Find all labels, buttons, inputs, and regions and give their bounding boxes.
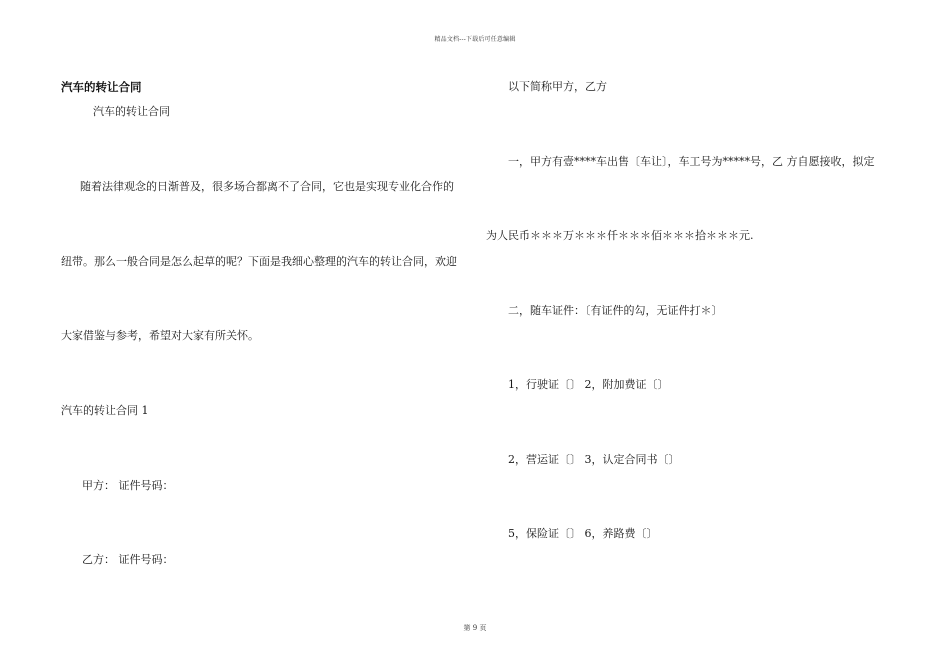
right-line-6: 2，营运证〔〕 3，认定合同书〔〕 (508, 453, 680, 466)
right-line-4: 二，随车证件：〔有证件的勾，无证件打＊〕 (508, 304, 723, 317)
document-subtitle: 汽车的转让合同 (93, 105, 170, 118)
party-b-line: 乙方： 证件号码： (82, 553, 174, 566)
right-line-7: 5，保险证〔〕 6，养路费〔〕 (508, 527, 658, 540)
document-title: 汽车的转让合同 (61, 80, 142, 94)
party-a-line: 甲方： 证件号码： (82, 479, 174, 492)
intro-paragraph-line-1: 随着法律观念的日渐普及，很多场合都离不了合同，它也是实现专业化合作的 (80, 180, 454, 193)
right-line-5: 1，行驶证〔〕 2，附加费证〔〕 (508, 378, 669, 391)
right-line-2: 一，甲方有壹****车出售〔车让〕，车工号为*****号，乙 方自愿接收，拟定 (508, 155, 875, 168)
page-header: 精品文档---下载后可任意编辑 (434, 36, 516, 43)
contract-heading: 汽车的转让合同 1 (61, 404, 149, 417)
right-line-3: 为人民币＊＊＊万＊＊＊仟＊＊＊佰＊＊＊拾＊＊＊元. (486, 229, 754, 242)
page-number: 第 9 页 (463, 624, 487, 632)
intro-paragraph-line-3: 大家借鉴与参考，希望对大家有所关怀。 (61, 329, 259, 342)
intro-paragraph-line-2: 纽带。那么一般合同是怎么起草的呢？下面是我细心整理的汽车的转让合同，欢迎 (61, 255, 457, 268)
right-line-1: 以下简称甲方，乙方 (508, 80, 607, 93)
